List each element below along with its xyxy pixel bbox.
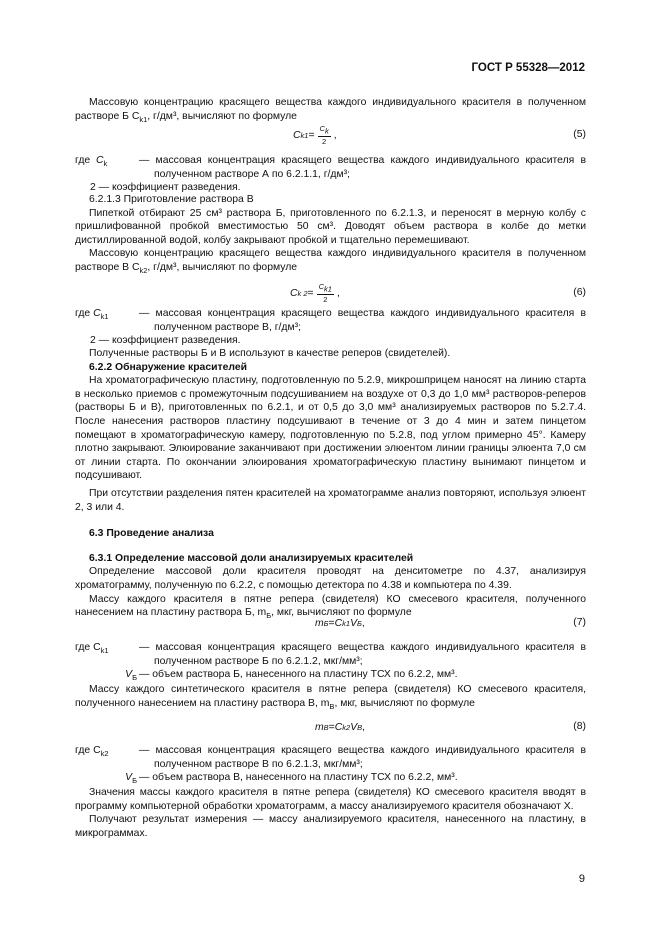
page-number: 9 xyxy=(578,873,585,885)
section-mass-v xyxy=(75,683,586,713)
formula-number: (7) xyxy=(573,617,586,628)
subsection-title: 6.2.1.3 Приготовление раствора В xyxy=(89,194,254,205)
section-solution-v xyxy=(75,193,586,278)
section-heading: 6.3.1 Определение массовой доли анализируемых красителей xyxy=(89,552,414,564)
paragraph: Массу каждого красителя в пятне репера (свидетеля) КО смесевого красителя, полученного нанесением на пластину раствора Б, $m_Б$, мкг, вычисляют по формуле xyxy=(75,593,586,621)
standard-header: ГОСТ Р 55328—2012 xyxy=(471,62,585,74)
section-results xyxy=(75,786,586,840)
formula-7: m Б = C k1 V Б , (7) xyxy=(315,617,586,629)
formula-8: m В = C k2 V В , (8) xyxy=(315,721,586,733)
legend-item: где $C_{k1}$ — массовая концентрация красящего вещества каждого индивидуального красителя в полученном растворе В, г/дм³; xyxy=(75,308,586,333)
section-heading: 6.2.2 Обнаружение красителей xyxy=(89,361,247,373)
legend-item: где $C_{k2}$ — массовая концентрация красящего вещества каждого индивидуального красителя в полученном растворе В по 6.2.1.3, мкг/мм³; xyxy=(75,745,586,770)
section-detection xyxy=(75,347,586,623)
formula-number: (6) xyxy=(573,287,586,298)
formula-number: (5) xyxy=(573,129,586,140)
paragraph: Полученные растворы Б и В используют в качестве реперов (свидетелей). xyxy=(89,348,451,359)
legend-item: 2 — коэффициент разведения. xyxy=(90,182,241,194)
legend-item: где $C_k$ — массовая концентрация красящего вещества каждого индивидуального красителя в полученном растворе А по 6.2.1.1, г/дм³; xyxy=(75,155,586,180)
legend-8 xyxy=(75,744,586,788)
paragraph: Массовую концентрацию красящего вещества каждого индивидуального красителя в полученном растворе В $C_{k2}$, г/дм³, вычисляют по формуле xyxy=(75,248,586,276)
legend-item: где $C_{k1}$ — массовая концентрация красящего вещества каждого индивидуального красителя в полученном растворе Б по 6.2.1.2, мкг/мм³; xyxy=(75,642,586,667)
legend-5 xyxy=(75,154,586,195)
paragraph: Значения массы каждого красителя в пятне репера (свидетеля) КО смесевого красителя вводят в программу компьютерной обработки хроматограмм, а массу анализируемого красителя обозначают X. xyxy=(75,787,586,812)
paragraph: Определение массовой доли красителя проводят на денситометре по 4.37, анализируя хроматограмму, полученную по 6.2.2, с помощью детектора по 4.38 и компьютера по 4.39. xyxy=(75,566,586,591)
fraction: $\frac{C_{k1}}{2}$ xyxy=(318,282,332,304)
fraction: $\frac{C_k}{2}$ xyxy=(319,124,329,146)
legend-6 xyxy=(75,307,586,348)
formula-6: C k 2 = $\frac{C_{k1}}{2}$ , (6) xyxy=(290,282,586,304)
paragraph: На хроматографическую пластину, подготовленную по 5.2.9, микрошприцем наносят на линию старта в несколько приемов с промежуточным подсушиванием на воздухе от 0,3 до 1,0 мм³ растворов-реперов (растворы Б и В), приготовленных по 6.2.1, и от 0,5 до 3,0 мм³ анализируемых растворов по 5.2.7.4. После нанесения растворов пластину подсушивают в течение от 3 до 4 мин и затем пинцетом помещают в хроматографическую камеру, подготовленную по 5.2.8, под углом примерно 45°. Камеру плотно закрывают. Элюирование заканчивают при достижении элюентом линии границы элюента 7,0 см от линии старта. По окончании элюирования хроматографическую пластину вынимают пинцетом и подсушивают. xyxy=(75,375,586,482)
paragraph: При отсутствии разделения пятен красителей на хроматограмме анализ повторяют, используя элюент 2, 3 или 4. xyxy=(75,487,586,513)
legend-item: 2 — коэффициент разведения. xyxy=(90,335,241,347)
legend-item: $V_Б$ — объем раствора Б, нанесенного на пластину ТСХ по 6.2.2, мм³. xyxy=(125,669,458,683)
formula-5: C k1 = $\frac{C_k}{2}$ , (5) xyxy=(293,124,586,146)
paragraph: Получают результат измерения — массу анализируемого красителя, нанесенного на пластину, в микрограммах. xyxy=(75,814,586,839)
paragraph: Пипеткой отбирают 25 см³ раствора Б, приготовленного по 6.2.1.3, и переносят в мерную колбу с пришлифованной пробкой вместимостью 50 см³. Доводят объем раствора в колбе до метки дистиллированной водой, колбу закрывают пробкой и тщательно перемешивают. xyxy=(75,207,586,246)
legend-item: $V_Б$ — объем раствора В, нанесенного на пластину ТСХ по 6.2.2, мм³. xyxy=(125,772,458,786)
paragraph: Массовую концентрацию красящего вещества каждого индивидуального красителя в полученном растворе Б $C_{k1}$, г/дм³, вычисляют по формуле xyxy=(75,97,586,124)
legend-7 xyxy=(75,641,586,685)
section-heading: 6.3 Проведение анализа xyxy=(89,528,214,540)
paragraph: Массу каждого синтетического красителя в пятне репера (свидетеля) КО смесевого красителя, полученного нанесением на пластину раствора В, $m_В$, мкг, вычисляют по формуле xyxy=(75,684,586,711)
formula-number: (8) xyxy=(573,721,586,732)
